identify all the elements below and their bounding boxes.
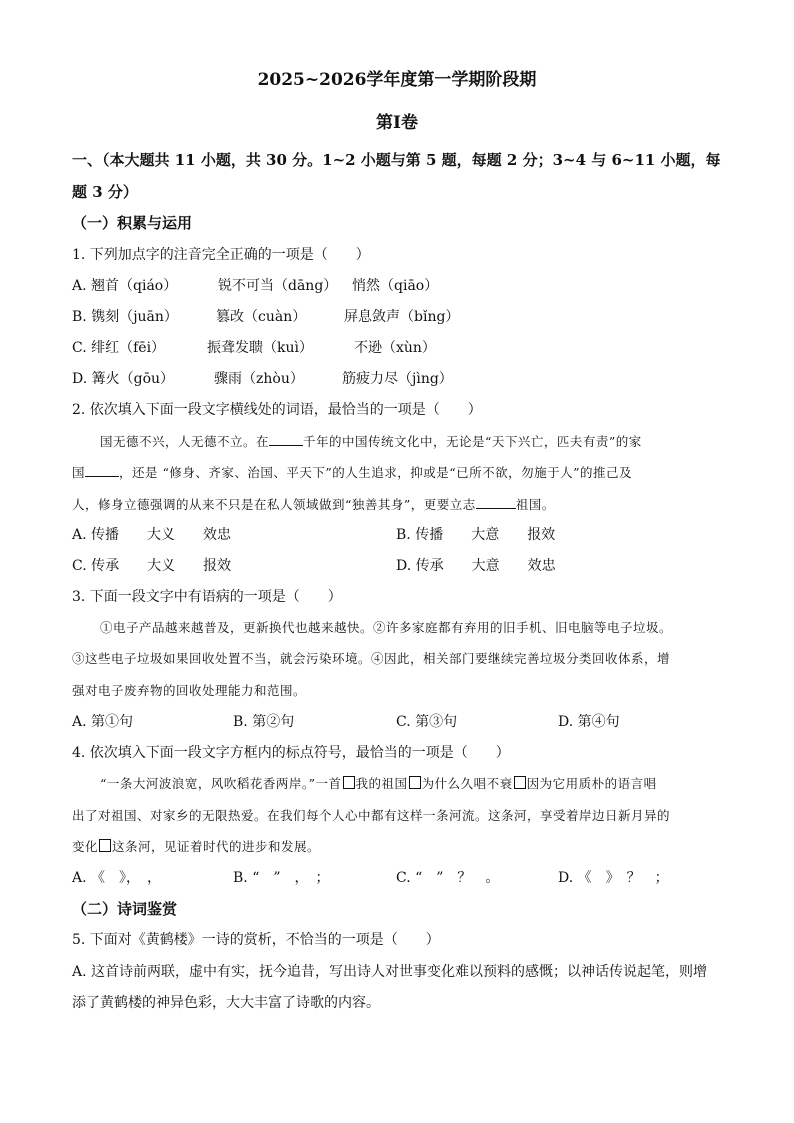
- q4-passage-text: 因为它用质朴的语言唱: [526, 776, 657, 791]
- fill-blank: [476, 494, 516, 509]
- question-4-stem: 4. 依次填入下面一段文字方框内的标点符号，最恰当的一项是（ ）: [72, 745, 510, 761]
- volume-title: 第Ⅰ卷: [376, 113, 418, 133]
- q2-passage-text: 国: [72, 465, 86, 480]
- exam-title: 2025~2026学年度第一学期阶段期: [257, 70, 537, 90]
- q2-option-a: A. 传播 大义 效忠: [72, 527, 232, 543]
- q1-option-d-1: D. 篝火（gōu）: [72, 371, 175, 387]
- q2-passage-text: 祖国。: [515, 497, 555, 512]
- q2-option-c: C. 传承 大义 报效: [72, 558, 232, 574]
- question-2-stem: 2. 依次填入下面一段文字横线处的词语，最恰当的一项是（ ）: [72, 402, 482, 418]
- q4-passage-line1: [100, 774, 657, 794]
- q5-option-a-line1: A. 这首诗前两联，虚中有实，抚今追昔，写出诗人对世事变化难以预料的感慨；以神话传说起笔，则增: [72, 964, 708, 980]
- q2-passage-line1: [100, 431, 642, 452]
- q3-passage-line3: 强对电子废弃物的回收处理能力和范围。: [72, 683, 307, 698]
- q1-option-c-2: 振聋发聩（kuì）: [207, 340, 313, 356]
- q4-passage-text: 我的祖国: [355, 776, 408, 791]
- q1-option-a-2: 锐不可当（dāng）: [218, 278, 338, 294]
- q1-option-b-3: 屏息敛声（bǐng）: [344, 309, 460, 325]
- q4-option-d: D. 《 》 ？ ；: [558, 870, 669, 886]
- q2-passage-text: 人，修身立德强调的从来不只是在私人领域做到“独善其身”，更要立志: [72, 497, 476, 512]
- question-5-stem: 5. 下面对《黄鹤楼》一诗的赏析，不恰当的一项是（ ）: [72, 932, 440, 948]
- punctuation-box: [514, 776, 526, 789]
- q1-option-b-2: 篡改（cuàn）: [216, 309, 307, 325]
- q3-passage-line1: ①电子产品越来越普及，更新换代也越来越快。②许多家庭都有弃用的旧手机、旧电脑等电子垃圾。: [100, 620, 673, 635]
- q5-option-a-line2: 添了黄鹤楼的神异色彩，大大丰富了诗歌的内容。: [72, 995, 380, 1011]
- subsection-heading: （一）积累与运用: [72, 214, 193, 232]
- punctuation-box: [409, 776, 421, 789]
- q4-passage-text: 为什么久唱不衰: [421, 776, 513, 791]
- q4-passage-text: 变化: [72, 839, 99, 854]
- q3-passage-line2: ③这些电子垃圾如果回收处置不当，就会污染环境。④因此，相关部门要继续完善垃圾分类回收体系，增: [72, 651, 671, 666]
- q3-option-d: D. 第④句: [558, 714, 620, 730]
- question-1-stem: 1. 下列加点字的注音完全正确的一项是（ ）: [72, 247, 370, 263]
- q2-option-b: B. 传播 大意 报效: [396, 527, 556, 543]
- section-heading-line1: 一、（本大题共 11 小题，共 30 分。1~2 小题与第 5 题，每题 2 分；3~4 与 6~11 小题，每: [72, 151, 721, 169]
- q2-passage-text: 国无德不兴，人无德不立。在: [100, 434, 270, 449]
- q2-passage-line3: [72, 494, 555, 515]
- q4-option-b: B. “ ” ， ；: [233, 870, 330, 886]
- q4-option-a: A. 《 》， ，: [72, 870, 162, 886]
- q3-option-b: B. 第②句: [233, 714, 295, 730]
- q1-option-a-1: A. 翘首（qiáo）: [72, 278, 178, 294]
- punctuation-box: [99, 839, 111, 852]
- q3-option-a: A. 第①句: [72, 714, 134, 730]
- q1-option-c-1: C. 绯红（fēi）: [72, 340, 166, 356]
- q4-passage-text: “一条大河波浪宽，风吹稻花香两岸。”一首: [100, 776, 342, 791]
- q1-option-d-2: 骤雨（zhòu）: [214, 371, 304, 387]
- q4-passage-text: 这条河，见证着时代的进步和发展。: [112, 839, 321, 854]
- q1-option-a-3: 悄然（qiāo）: [352, 278, 439, 294]
- q1-option-d-3: 筋疲力尽（jìng）: [342, 371, 453, 387]
- q1-option-c-3: 不逊（xùn）: [354, 340, 436, 356]
- q2-passage-text: ，还是 “修身、齐家、治国、平天下”的人生追求，抑或是“已所不欲，勿施于人”的推己及: [119, 465, 633, 480]
- section-heading-line2: 题 3 分）: [72, 183, 138, 201]
- q4-passage-line3: [72, 837, 320, 857]
- q2-passage-line2: [72, 462, 632, 483]
- punctuation-box: [343, 776, 355, 789]
- q4-option-c: C. “ ” ？ 。: [396, 870, 500, 886]
- q1-option-b-1: B. 镌刻（juān）: [72, 309, 178, 325]
- subsection-heading-2: （二）诗词鉴赏: [72, 900, 178, 918]
- q2-passage-text: 千年的中国传统文化中，无论是“天下兴亡，匹夫有责”的家: [303, 434, 642, 449]
- q2-option-d: D. 传承 大意 效忠: [396, 558, 556, 574]
- question-3-stem: 3. 下面一段文字中有语病的一项是（ ）: [72, 589, 342, 605]
- q4-passage-line2: 出了对祖国、对家乡的无限热爱。在我们每个人心中都有这样一条河流。这条河，享受着岸边日新月异的: [72, 808, 671, 823]
- fill-blank: [85, 462, 119, 477]
- fill-blank: [269, 431, 303, 446]
- q3-option-c: C. 第③句: [396, 714, 458, 730]
